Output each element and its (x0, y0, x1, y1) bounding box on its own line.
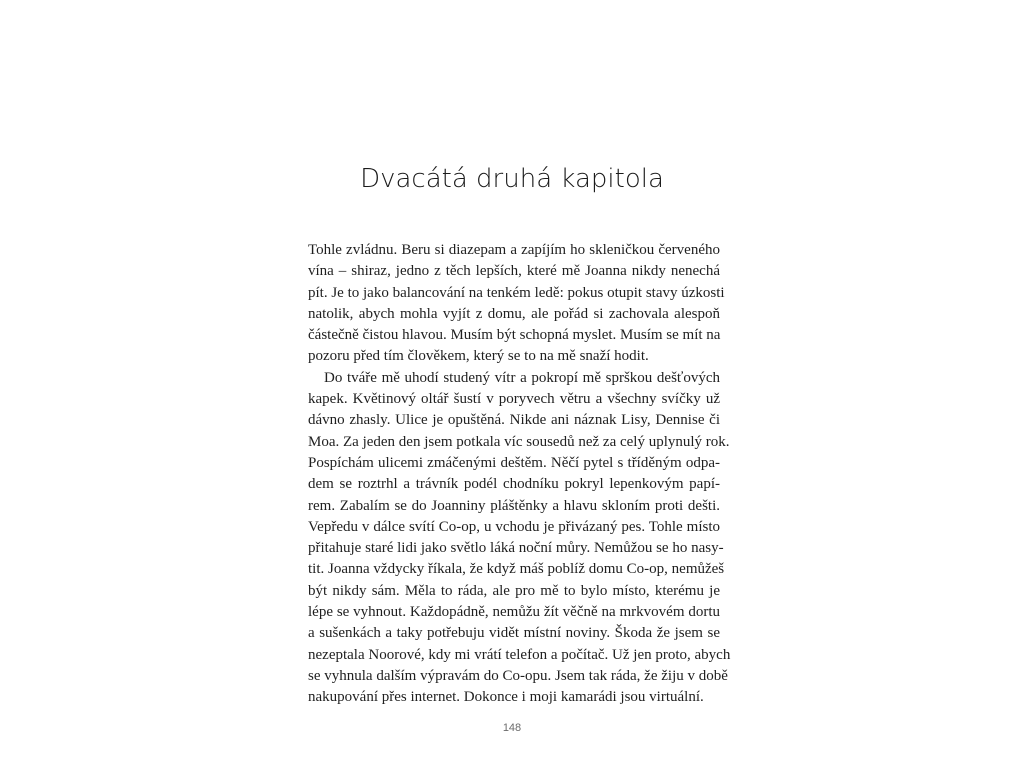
text-line: pozoru před tím člověkem, který se to na mě snaží hodit. (308, 348, 649, 365)
text-line: rem. Zabalím se do Joanniny pláštěnky a hlavu skloním proti dešti. (308, 497, 720, 514)
text-line: vína – shiraz, jedno z těch lepších, které mě Joanna nikdy nenechá (308, 263, 720, 280)
text-line: být nikdy sám. Měla to ráda, ale pro mě to bylo místo, kterému je (308, 582, 720, 599)
text-line: pít. Je to jako balancování na tenkém ledě: pokus otupit stavy úzkosti (308, 284, 725, 301)
text-line: dem se roztrhl a trávník podél chodníku pokryl lepenkovým papí- (308, 476, 720, 493)
paragraph (308, 240, 725, 368)
text-line: Tohle zvládnu. Beru si diazepam a zapíjím ho skleničkou červeného (308, 242, 720, 258)
text-line: přitahuje staré lidi jako světlo láká noční můry. Nemůžou se ho nasy- (308, 540, 724, 557)
text-line: nezeptala Noorové, kdy mi vrátí telefon a počítač. Už jen proto, abych (308, 646, 731, 663)
text-line: lépe se vyhnout. Každopádně, nemůžu žít věčně na mrkvovém dortu (308, 604, 720, 621)
text-line: se vyhnula dalším výpravám do Co-opu. Jsem tak ráda, že žiju v době (308, 667, 728, 684)
text-line: tit. Joanna vždycky říkala, že když máš poblíž domu Co-op, nemůžeš (308, 561, 725, 578)
text-line: a sušenkách a taky potřebuju vidět místní noviny. Škoda že jsem se (308, 625, 720, 642)
chapter-title: Dvacátá druhá kapitola (360, 164, 664, 194)
text-line: částečně čistou hlavou. Musím být schopná myslet. Musím se mít na (308, 327, 721, 344)
text-line: dávno zhasly. Ulice je opuštěná. Nikde ani náznak Lisy, Dennise či (308, 412, 720, 429)
text-line: Pospíchám ulicemi zmáčenými deštěm. Něčí pytel s tříděným odpa- (308, 454, 720, 471)
text-line: nakupování přes internet. Dokonce i moji kamarádi jsou virtuální. (308, 689, 704, 706)
text-line: natolik, abych mohla vyjít z domu, ale pořád si zachovala alespoň (308, 305, 720, 322)
page-number: 148 (502, 722, 522, 734)
text-line: kapek. Květinový oltář šustí v poryvech větru a všechny svíčky už (308, 391, 720, 408)
paragraph (308, 368, 731, 709)
text-line: Do tváře mě uhodí studený vítr a pokropí mě sprškou dešťových (324, 369, 720, 386)
text-line: Vepředu v dálce svítí Co-op, u vchodu je přivázaný pes. Tohle místo (308, 518, 720, 535)
body-text (308, 240, 731, 709)
text-line: Moa. Za jeden den jsem potkala víc sousedů než za celý uplynulý rok. (308, 433, 730, 450)
